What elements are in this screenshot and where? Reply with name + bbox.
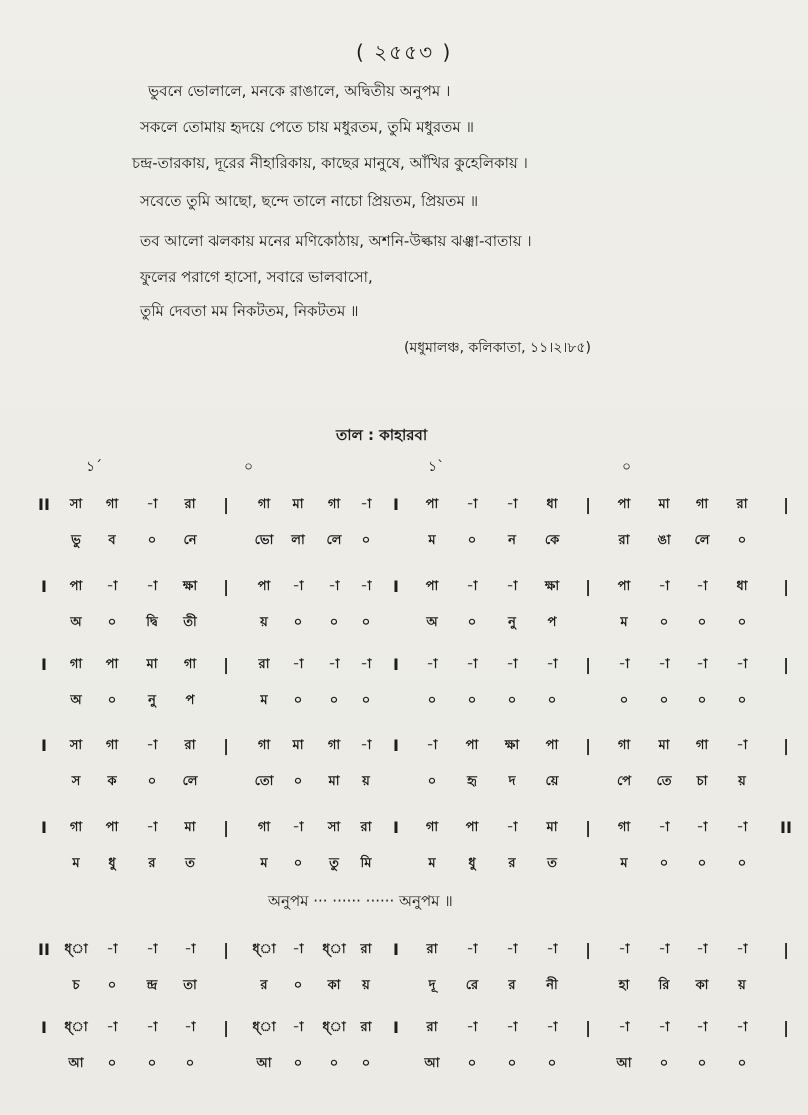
swara-note: -া [426, 738, 438, 753]
swara-note: -া [292, 942, 304, 957]
swara-note: -া [146, 579, 158, 594]
lyric-syllable: ০ [467, 533, 477, 548]
bar-line: I [41, 655, 47, 674]
lyric-syllable: অ [426, 615, 438, 630]
bar-line: II [38, 940, 50, 959]
swara-note: -া [360, 657, 372, 672]
lyric-syllable: ০ [659, 856, 669, 871]
lyric-line: ভুবনে ভোলালে, মনকে রাঙালে, অদ্বিতীয় অনুপম । [148, 82, 451, 100]
lyric-line: সকলে তোমায় হৃদয়ে পেতে চায় মধুরতম, তুমি মধুরতম ॥ [140, 118, 475, 136]
lyric-syllable: ঙা [657, 533, 671, 548]
lyric-syllable: রা [618, 533, 630, 548]
lyric-syllable: ক [107, 774, 117, 789]
lyric-syllable: দূ [428, 978, 436, 993]
bar-line: I [393, 655, 399, 674]
lyric-syllable: ০ [547, 693, 557, 708]
bar-line: | [585, 736, 591, 755]
beat-mark: ০ [622, 459, 632, 475]
lyric-syllable: ন্দ্র [146, 978, 158, 993]
bar-line: II [38, 495, 50, 514]
interlude-line: অনুপম ··· ······ ······ অনুপম ॥ [268, 892, 453, 910]
swara-note: পা [257, 579, 271, 594]
lyric-syllable: ০ [507, 1056, 517, 1071]
swara-note: ক্ষা [504, 738, 520, 753]
lyric-syllable: ০ [293, 856, 303, 871]
swara-note: গা [425, 820, 439, 835]
swara-note: -া [466, 657, 478, 672]
swara-note: -া [696, 579, 708, 594]
swara-note: গা [617, 738, 631, 753]
lyric-syllable: ০ [697, 615, 707, 630]
lyric-syllable: ত [185, 856, 195, 871]
lyric-syllable: ভো [254, 533, 274, 548]
lyric-syllable: ০ [737, 1056, 747, 1071]
lyric-syllable: ভু [71, 533, 81, 548]
swara-note: -া [696, 657, 708, 672]
swara-note: -া [146, 738, 158, 753]
swara-note: -া [658, 657, 670, 672]
lyric-syllable: মি [360, 856, 372, 871]
lyric-syllable: ০ [737, 856, 747, 871]
swara-note: রা [426, 942, 438, 957]
swara-note: রা [360, 1020, 372, 1035]
lyric-syllable: ০ [107, 693, 117, 708]
lyric-syllable: ০ [737, 693, 747, 708]
page-number: ( ২৫৫৩ ) [356, 40, 453, 64]
bar-line: | [585, 818, 591, 837]
swara-note: -া [106, 1020, 118, 1035]
swara-note: পা [465, 738, 479, 753]
lyric-syllable: ০ [659, 615, 669, 630]
lyric-syllable: র [508, 978, 516, 993]
swara-note: -া [360, 497, 372, 512]
swara-note: গা [69, 657, 83, 672]
swara-note: মা [658, 497, 670, 512]
lyric-syllable: ০ [361, 1056, 371, 1071]
swara-note: মা [184, 820, 196, 835]
lyric-syllable: ম [72, 856, 80, 871]
lyric-syllable: র [148, 856, 156, 871]
swara-note: -া [506, 579, 518, 594]
lyric-syllable: লে [182, 774, 198, 789]
lyric-syllable: নু [148, 693, 156, 708]
lyric-syllable: ০ [659, 1056, 669, 1071]
lyric-syllable: ০ [427, 774, 437, 789]
swara-note: রা [258, 657, 270, 672]
swara-note: গা [257, 497, 271, 512]
swara-note: -া [146, 497, 158, 512]
lyric-syllable: লা [291, 533, 305, 548]
beat-mark: ০ [244, 459, 254, 475]
lyric-syllable: স [71, 774, 81, 789]
lyric-syllable: ম [428, 533, 436, 548]
swara-note: রা [360, 942, 372, 957]
bar-line: I [41, 736, 47, 755]
lyric-syllable: ০ [659, 693, 669, 708]
swara-note: -া [506, 820, 518, 835]
swara-note: -া [696, 1020, 708, 1035]
swara-note: -া [328, 579, 340, 594]
bar-line: I [41, 818, 47, 837]
bar-line: I [393, 577, 399, 596]
swara-note: -া [506, 1020, 518, 1035]
beat-mark: ১` [428, 459, 445, 475]
lyric-syllable: ০ [107, 978, 117, 993]
bar-line: | [783, 577, 789, 596]
lyric-syllable: ০ [147, 533, 157, 548]
lyric-syllable: ম [620, 856, 628, 871]
lyric-syllable: ০ [697, 693, 707, 708]
bar-line: | [783, 1018, 789, 1037]
lyric-syllable: ০ [697, 1056, 707, 1071]
swara-note: মা [658, 738, 670, 753]
swara-note: পা [105, 820, 119, 835]
lyric-syllable: কে [544, 533, 560, 548]
lyric-syllable: রি [658, 978, 670, 993]
swara-note: -া [658, 1020, 670, 1035]
swara-note: পা [545, 738, 559, 753]
source-citation: (মধুমালঞ্চ, কলিকাতা, ১১।২।৮৫) [404, 340, 591, 356]
lyric-syllable: ০ [185, 1056, 195, 1071]
lyric-syllable: ০ [361, 693, 371, 708]
swara-note: ধা [736, 579, 748, 594]
lyric-syllable: ম [428, 856, 436, 871]
lyric-syllable: ০ [293, 978, 303, 993]
lyric-syllable: লে [326, 533, 342, 548]
lyric-syllable: প [547, 615, 557, 630]
swara-note: মা [546, 820, 558, 835]
swara-note: মা [292, 738, 304, 753]
swara-note: গা [105, 497, 119, 512]
swara-note: -া [696, 820, 708, 835]
lyric-syllable: র [508, 856, 516, 871]
swara-note: -া [658, 820, 670, 835]
lyric-line: সবেতে তুমি আছো, ছন্দে তালে নাচো প্রিয়তম, প্রিয়তম ॥ [140, 192, 479, 210]
swara-note: -া [466, 942, 478, 957]
swara-note: -া [146, 942, 158, 957]
lyric-syllable: ব [108, 533, 116, 548]
lyric-syllable: নে [183, 533, 197, 548]
lyric-syllable: অ [70, 693, 82, 708]
swara-note: গা [105, 738, 119, 753]
swara-note: ধা [546, 497, 558, 512]
lyric-syllable: চা [696, 774, 708, 789]
swara-note: -া [292, 657, 304, 672]
swara-note: -া [736, 820, 748, 835]
bar-line: | [585, 1018, 591, 1037]
swara-note: -া [292, 820, 304, 835]
bar-line: I [393, 736, 399, 755]
swara-note: ধ্া [252, 942, 276, 957]
swara-note: -া [466, 1020, 478, 1035]
bar-line: | [223, 1018, 229, 1037]
lyric-syllable: ০ [361, 615, 371, 630]
swara-note: ধ্া [322, 1020, 346, 1035]
swara-note: -া [106, 579, 118, 594]
lyric-syllable: য় [362, 774, 370, 789]
lyric-syllable: আ [616, 1056, 632, 1071]
lyric-syllable: রে [465, 978, 479, 993]
bar-line: I [41, 1018, 47, 1037]
bar-line: I [41, 577, 47, 596]
lyric-line: তব আলো ঝলকায় মনের মণিকোঠায়, অশনি-উল্কায় ঝঞ্ঝা-বাতায় । [140, 232, 532, 250]
swara-note: মা [292, 497, 304, 512]
lyric-syllable: তো [254, 774, 274, 789]
bar-line: | [223, 495, 229, 514]
swara-note: -া [618, 1020, 630, 1035]
swara-note: গা [695, 497, 709, 512]
lyric-syllable: য় [260, 615, 268, 630]
lyric-syllable: তী [183, 615, 197, 630]
lyric-syllable: ০ [737, 615, 747, 630]
lyric-syllable: ০ [619, 693, 629, 708]
swara-note: মা [146, 657, 158, 672]
lyric-syllable: তা [183, 978, 197, 993]
swara-note: ক্ষা [182, 579, 198, 594]
swara-note: -া [146, 820, 158, 835]
lyric-syllable: ০ [107, 615, 117, 630]
bar-line: | [585, 940, 591, 959]
swara-note: গা [327, 738, 341, 753]
lyric-syllable: র [260, 978, 268, 993]
swara-note: -া [546, 1020, 558, 1035]
swara-note: -া [360, 579, 372, 594]
lyric-syllable: ০ [697, 856, 707, 871]
lyric-line: ফুলের পরাগে হাসো, সবারে ভালবাসো, [140, 268, 373, 286]
lyric-syllable: ম [620, 615, 628, 630]
beat-mark: ১´ [86, 459, 103, 475]
swara-note: ক্ষা [544, 579, 560, 594]
lyric-line: চন্দ্র-তারকায়, দূরের নীহারিকায়, কাছের মানুষে, আঁখির কুহেলিকায় । [132, 154, 528, 172]
lyric-line: তুমি দেবতা মম নিকটতম, নিকটতম ॥ [140, 302, 359, 320]
lyric-syllable: মা [328, 774, 340, 789]
swara-note: -া [506, 657, 518, 672]
lyric-syllable: হৃ [467, 774, 477, 789]
swara-note: রা [184, 738, 196, 753]
lyric-syllable: য় [362, 978, 370, 993]
bar-line: I [393, 1018, 399, 1037]
lyric-syllable: ন [508, 533, 516, 548]
swara-note: সা [69, 738, 83, 753]
lyric-syllable: পে [616, 774, 632, 789]
lyric-syllable: ম [260, 693, 268, 708]
swara-note: -া [696, 942, 708, 957]
swara-note: -া [658, 579, 670, 594]
bar-line: | [783, 736, 789, 755]
bar-line: | [585, 655, 591, 674]
lyric-syllable: আ [256, 1056, 272, 1071]
lyric-syllable: ০ [329, 615, 339, 630]
swara-note: -া [184, 942, 196, 957]
swara-note: -া [292, 579, 304, 594]
bar-line: | [223, 818, 229, 837]
lyric-syllable: ০ [361, 533, 371, 548]
lyric-syllable: য়ে [545, 774, 559, 789]
swara-note: -া [360, 738, 372, 753]
swara-note: -া [736, 738, 748, 753]
lyric-syllable: ম [260, 856, 268, 871]
lyric-syllable: নী [546, 978, 558, 993]
lyric-syllable: ০ [147, 774, 157, 789]
lyric-syllable: তু [329, 856, 339, 871]
swara-note: গা [69, 820, 83, 835]
swara-note: -া [658, 942, 670, 957]
swara-note: পা [465, 820, 479, 835]
swara-note: ধ্া [64, 1020, 88, 1035]
lyric-syllable: ০ [147, 1056, 157, 1071]
swara-note: -া [292, 1020, 304, 1035]
swara-note: পা [105, 657, 119, 672]
tala-heading: তাল : কাহারবা [336, 426, 428, 444]
swara-note: ধ্া [64, 942, 88, 957]
bar-line: | [223, 577, 229, 596]
lyric-syllable: ০ [507, 693, 517, 708]
swara-note: সা [327, 820, 341, 835]
lyric-syllable: ০ [467, 615, 477, 630]
swara-note: গা [183, 657, 197, 672]
lyric-syllable: দ্বি [146, 615, 158, 630]
lyric-syllable: তে [656, 774, 672, 789]
swara-note: রা [360, 820, 372, 835]
swara-note: -া [506, 942, 518, 957]
swara-note: -া [506, 497, 518, 512]
swara-note: সা [69, 497, 83, 512]
swara-note: গা [327, 497, 341, 512]
lyric-syllable: ০ [329, 693, 339, 708]
lyric-syllable: লে [694, 533, 710, 548]
lyric-syllable: ০ [107, 1056, 117, 1071]
lyric-syllable: ধু [108, 856, 116, 871]
lyric-syllable: আ [424, 1056, 440, 1071]
lyric-syllable: ত [547, 856, 557, 871]
lyric-syllable: কা [327, 978, 341, 993]
swara-note: -া [466, 579, 478, 594]
swara-note: -া [736, 942, 748, 957]
lyric-syllable: ০ [293, 615, 303, 630]
swara-note: পা [617, 497, 631, 512]
swara-note: -া [736, 1020, 748, 1035]
bar-line: | [783, 655, 789, 674]
lyric-syllable: ধু [468, 856, 476, 871]
lyric-syllable: কা [695, 978, 709, 993]
swara-note: -া [184, 1020, 196, 1035]
lyric-syllable: নু [508, 615, 516, 630]
bar-line: | [783, 940, 789, 959]
swara-note: -া [328, 657, 340, 672]
swara-note: রা [736, 497, 748, 512]
lyric-syllable: দ [508, 774, 516, 789]
swara-note: -া [736, 657, 748, 672]
lyric-syllable: প [185, 693, 195, 708]
swara-note: -া [546, 657, 558, 672]
swara-note: গা [617, 820, 631, 835]
bar-line: | [585, 495, 591, 514]
bar-line: | [223, 736, 229, 755]
lyric-syllable: ০ [737, 533, 747, 548]
bar-line: | [783, 495, 789, 514]
swara-note: ধ্া [252, 1020, 276, 1035]
lyric-syllable: চ [72, 978, 80, 993]
swara-note: গা [257, 820, 271, 835]
swara-note: -া [106, 942, 118, 957]
swara-note: -া [618, 657, 630, 672]
bar-line: I [393, 818, 399, 837]
swara-note: -া [546, 942, 558, 957]
swara-note: রা [426, 1020, 438, 1035]
lyric-syllable: য় [738, 978, 746, 993]
lyric-syllable: য় [738, 774, 746, 789]
lyric-syllable: ০ [467, 693, 477, 708]
lyric-syllable: অ [70, 615, 82, 630]
swara-note: গা [695, 738, 709, 753]
bar-line: | [223, 655, 229, 674]
lyric-syllable: আ [68, 1056, 84, 1071]
swara-note: পা [425, 579, 439, 594]
lyric-syllable: ০ [293, 774, 303, 789]
lyric-syllable: ০ [547, 1056, 557, 1071]
swara-note: ধ্া [322, 942, 346, 957]
lyric-syllable: ০ [427, 693, 437, 708]
swara-note: পা [69, 579, 83, 594]
bar-line: I [393, 495, 399, 514]
swara-note: পা [617, 579, 631, 594]
lyric-syllable: ০ [329, 1056, 339, 1071]
bar-line: I [393, 940, 399, 959]
bar-line: | [585, 577, 591, 596]
swara-note: রা [184, 497, 196, 512]
swara-note: -া [466, 497, 478, 512]
lyric-syllable: ০ [293, 1056, 303, 1071]
bar-line: II [780, 818, 792, 837]
swara-note: গা [257, 738, 271, 753]
lyric-syllable: ০ [467, 1056, 477, 1071]
lyric-syllable: ০ [293, 693, 303, 708]
lyric-syllable: হা [618, 978, 630, 993]
swara-note: -া [618, 942, 630, 957]
swara-note: -া [146, 1020, 158, 1035]
swara-note: -া [426, 657, 438, 672]
swara-note: পা [425, 497, 439, 512]
bar-line: | [223, 940, 229, 959]
